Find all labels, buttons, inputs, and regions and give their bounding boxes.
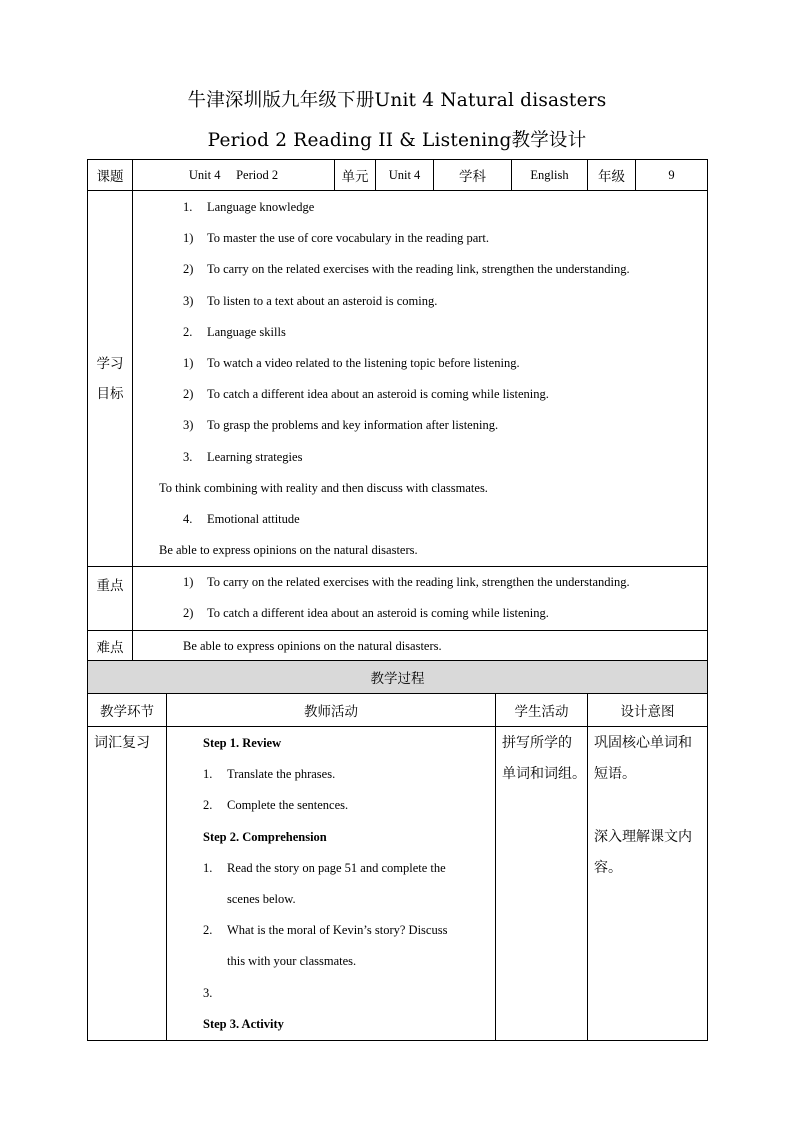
- activity-text: Complete the sentences.: [227, 798, 349, 813]
- objective-line: [183, 317, 707, 348]
- design-intent-line: 容。: [594, 859, 622, 876]
- process-heading: 教学过程: [88, 661, 708, 694]
- objective-line: [183, 379, 707, 410]
- activity-line: [203, 884, 495, 915]
- unit-value: Unit 4: [376, 160, 434, 191]
- design-intent-line: 短语。: [594, 766, 636, 783]
- line-text: Be able to express opinions on the natural disasters.: [159, 543, 418, 558]
- objective-line: [183, 504, 707, 535]
- step-heading-text: Step 2. Comprehension: [203, 829, 327, 844]
- key-point-line: [183, 598, 707, 629]
- line-number: 2): [183, 262, 194, 277]
- activity-text: Read the story on page 51 and complete the: [227, 860, 446, 875]
- document-subtitle: Period 2 Reading II & Listening教学设计: [207, 130, 587, 151]
- step-heading: [203, 1009, 495, 1040]
- line-number: 3.: [183, 449, 193, 464]
- col-stage-header: 教学环节: [88, 694, 167, 727]
- line-text: To grasp the problems and key information after listening.: [207, 418, 499, 433]
- subject-label: 学科: [434, 160, 512, 191]
- line-text: To catch a different idea about an asteroid is coming while listening.: [207, 606, 549, 621]
- objective-line: [159, 535, 707, 566]
- line-text: To carry on the related exercises with the reading link, strengthen the understanding.: [207, 575, 630, 590]
- objective-line: [183, 286, 707, 317]
- objectives-label: 学习 目标: [88, 191, 133, 567]
- student-activity-line: 拼写所学的: [502, 735, 572, 751]
- difficult-points-text: Be able to express opinions on the natural disasters.: [133, 630, 708, 662]
- document-title: 牛津深圳版九年级下册Unit 4 Natural disasters: [187, 90, 607, 111]
- line-number: 3): [183, 418, 194, 433]
- difficult-points-label: 难点: [88, 630, 133, 662]
- design-intent-line: 巩固核心单词和: [594, 735, 692, 751]
- step-heading-text: Step 1. Review: [203, 736, 282, 750]
- objective-line: [183, 348, 707, 379]
- line-number: 1): [183, 355, 194, 370]
- activity-line: [203, 759, 495, 790]
- step-heading: [203, 728, 495, 759]
- design-intent-list: [594, 728, 707, 884]
- line-text: To carry on the related exercises with the reading link, strengthen the understanding.: [207, 262, 630, 277]
- line-number: 1): [183, 575, 194, 590]
- line-text: Emotional attitude: [207, 511, 300, 526]
- col-design-header: 设计意图: [588, 694, 708, 727]
- teacher-activity-list: [203, 728, 495, 1040]
- line-text: To master the use of core vocabulary in the reading part.: [207, 231, 490, 246]
- grade-label: 年级: [588, 160, 636, 191]
- line-text: Language skills: [207, 324, 286, 339]
- design-intent-line: 深入理解课文内: [594, 828, 692, 845]
- objectives-list: [159, 192, 707, 566]
- line-number: 2.: [183, 324, 193, 339]
- activity-text: What is the moral of Kevin’s story? Discuss: [227, 923, 448, 938]
- objective-line: [183, 442, 707, 473]
- key-points-list: [183, 567, 707, 629]
- design-intent-line: [594, 790, 707, 821]
- key-points-label: 重点: [88, 567, 133, 630]
- objectives-content: [133, 191, 708, 567]
- activity-number: 2.: [203, 923, 213, 938]
- line-number: 2): [183, 387, 194, 402]
- line-text: To listen to a text about an asteroid is coming.: [207, 293, 438, 308]
- stage-cell: [88, 727, 167, 1041]
- activity-text: scenes below.: [227, 891, 296, 906]
- teaching-process-table: [87, 660, 708, 1041]
- line-number: 2): [183, 606, 194, 621]
- topic-label: 课题: [88, 160, 133, 191]
- activity-text: this with your classmates.: [227, 954, 357, 969]
- subject-value: English: [512, 160, 588, 191]
- design-intent-cell: [588, 727, 708, 1041]
- col-teacher-header: 教师活动: [167, 694, 496, 727]
- topic-value: Unit 4 Period 2: [133, 160, 335, 191]
- line-text: To think combining with reality and then discuss with classmates.: [159, 480, 488, 495]
- key-points-content: [133, 567, 708, 630]
- activity-line: [203, 978, 495, 1009]
- objective-line: [183, 192, 707, 223]
- step-heading-text: Step 3. Activity: [203, 1016, 284, 1031]
- activity-text: Translate the phrases.: [227, 767, 336, 782]
- objective-line: [183, 223, 707, 254]
- activity-line: [203, 946, 495, 977]
- teacher-activity-cell: [167, 727, 496, 1041]
- line-text: Learning strategies: [207, 449, 303, 464]
- activity-line: [203, 853, 495, 884]
- activity-number: 2.: [203, 798, 213, 813]
- col-student-header: 学生活动: [496, 694, 588, 727]
- line-number: 3): [183, 293, 194, 308]
- stage-name: 词汇复习: [94, 735, 150, 751]
- unit-label: 单元: [335, 160, 376, 191]
- activity-line: [203, 915, 495, 946]
- activity-number: 1.: [203, 860, 213, 875]
- line-number: 1): [183, 231, 194, 246]
- line-number: 1.: [183, 200, 193, 214]
- objective-line: [183, 410, 707, 441]
- line-text: To watch a video related to the listening topic before listening.: [207, 355, 520, 370]
- line-number: 4.: [183, 511, 193, 526]
- activity-number: 1.: [203, 767, 213, 782]
- line-text: To catch a different idea about an asteroid is coming while listening.: [207, 387, 549, 402]
- student-activity-list: [502, 728, 587, 790]
- lesson-info-table: [87, 159, 708, 663]
- activity-number: 3.: [203, 985, 213, 1000]
- line-text: Language knowledge: [207, 200, 315, 214]
- activity-line: [203, 790, 495, 821]
- objective-line: [183, 254, 707, 285]
- student-activity-line: 单词和词组。: [502, 766, 586, 783]
- student-activity-cell: [496, 727, 588, 1041]
- grade-value: 9: [636, 160, 708, 191]
- key-point-line: [183, 567, 707, 598]
- objective-line: [159, 473, 707, 504]
- step-heading: [203, 822, 495, 853]
